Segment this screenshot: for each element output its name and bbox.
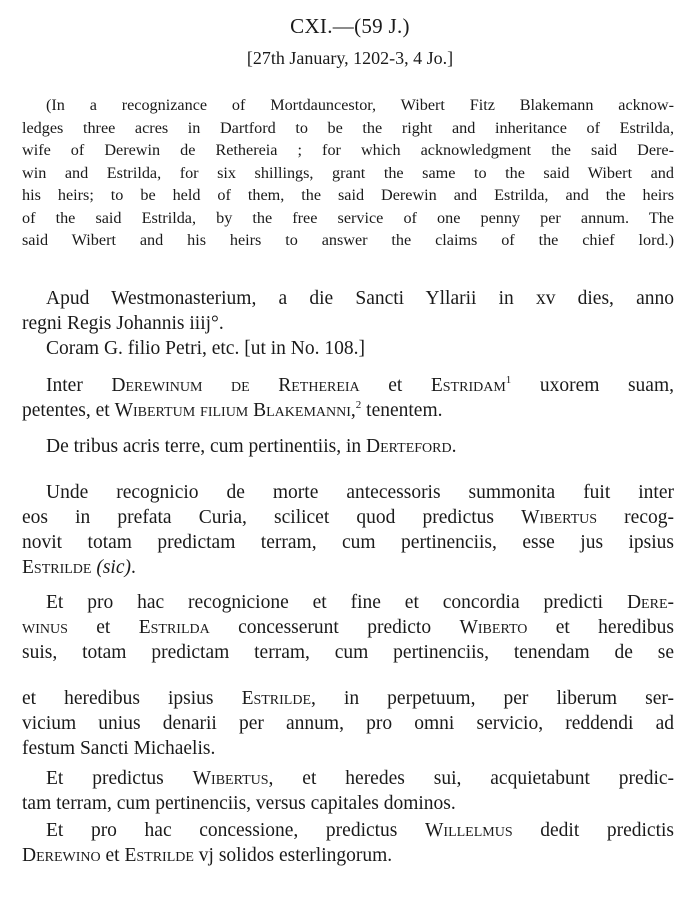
summary-line: (In a recognizance of Mortdauncestor, Wibert Fitz Blakemann acknow- — [46, 96, 674, 114]
text-line: Unde recognicio de morte antecessoris summonita fuit inter — [46, 482, 674, 503]
footnote-marker: 1 — [505, 374, 512, 386]
paragraph-acquittance — [22, 766, 674, 816]
summary-line: his heirs; to be held of them, the said Derewin and Estrilda, and the heirs — [22, 186, 674, 204]
text-line: Et pro hac recognicione et fine et concordia predicti Dere- — [46, 592, 674, 613]
paragraph-place-date — [22, 286, 674, 336]
summary-line: ledges three acres in Dartford to be the right and inheritance of Estrilda, — [22, 118, 674, 137]
place-name: Derteford. — [366, 436, 457, 457]
text-line: eos in prefata Curia, scilicet quod predictus Wibertus recog- — [22, 507, 674, 528]
summary-line: wife of Derewin de Rethereia ; for which acknowledgment the said Dere- — [22, 141, 674, 159]
text-line: novit totam predictam terram, cum pertinenciis, esse jus ipsius — [22, 532, 674, 553]
paragraph-grant — [22, 590, 674, 665]
party-name: Derewinum de Rethereia — [111, 375, 360, 396]
summary-line: of the said Estrilda, by the free service of one penny per annum. The — [22, 208, 674, 227]
text-line: tam terram, cum pertinenciis, versus capitales dominos. — [22, 793, 456, 814]
entry-title: CXI.—(59 J.) — [290, 14, 410, 38]
party-name: Estridam — [430, 375, 506, 396]
text-line: winus et Estrilda concesserunt predicto Wiberto et heredibus — [22, 617, 674, 638]
paragraph-grant-continued — [22, 686, 674, 761]
text-line: regni Regis Johannis iiij°. — [22, 313, 224, 334]
paragraph-property — [22, 434, 674, 459]
summary-line: said Wibert and his heirs to answer the claims of the chief lord.) — [22, 231, 674, 249]
paragraph-payment — [22, 818, 674, 868]
text-line: Coram G. filio Petri, etc. [ut in No. 108.] — [46, 338, 365, 359]
english-summary — [22, 94, 674, 252]
text-line: et heredibus ipsius Estrilde, in perpetuum, per liberum ser- — [22, 688, 674, 709]
footnote-marker: 2 — [355, 399, 362, 411]
text-line: petentes, et Wibertum filium Blakemanni,$^2$ tenentem. — [22, 399, 443, 421]
text-line: festum Sancti Michaelis. — [22, 738, 216, 759]
text-line: Derewino et Estrilde vj solidos esterlingorum. — [22, 845, 393, 866]
text-line: vicium unius denarii per annum, pro omni servicio, reddendi ad — [22, 713, 674, 734]
text-line: De tribus acris terre, cum pertinentiis, in Derteford. — [46, 436, 457, 457]
paragraph-recognition — [22, 480, 674, 580]
text-line: Et predictus Wibertus, et heredes sui, acquietabunt predic- — [46, 768, 675, 789]
text-line: Inter Derewinum de Rethereia et Estridam$^1$ uxorem suam, — [46, 374, 675, 396]
summary-line: win and Estrilda, for six shillings, grant the same to the said Wibert and — [22, 163, 674, 182]
party-name: Wibertum filium Blakemanni, — [114, 400, 356, 421]
text-line: Apud Westmonasterium, a die Sancti Yllarii in xv dies, anno — [46, 288, 674, 309]
paragraph-parties — [22, 373, 674, 423]
entry-date: [27th January, 1202-3, 4 Jo.] — [246, 48, 454, 68]
text-line: suis, totam predictam terram, cum pertinenciis, tenendam de se — [22, 642, 674, 663]
paragraph-coram — [22, 336, 674, 361]
text-line: Et pro hac concessione, predictus Willelmus dedit predictis — [46, 820, 674, 841]
text-line: Estrilde (sic). — [22, 557, 136, 578]
